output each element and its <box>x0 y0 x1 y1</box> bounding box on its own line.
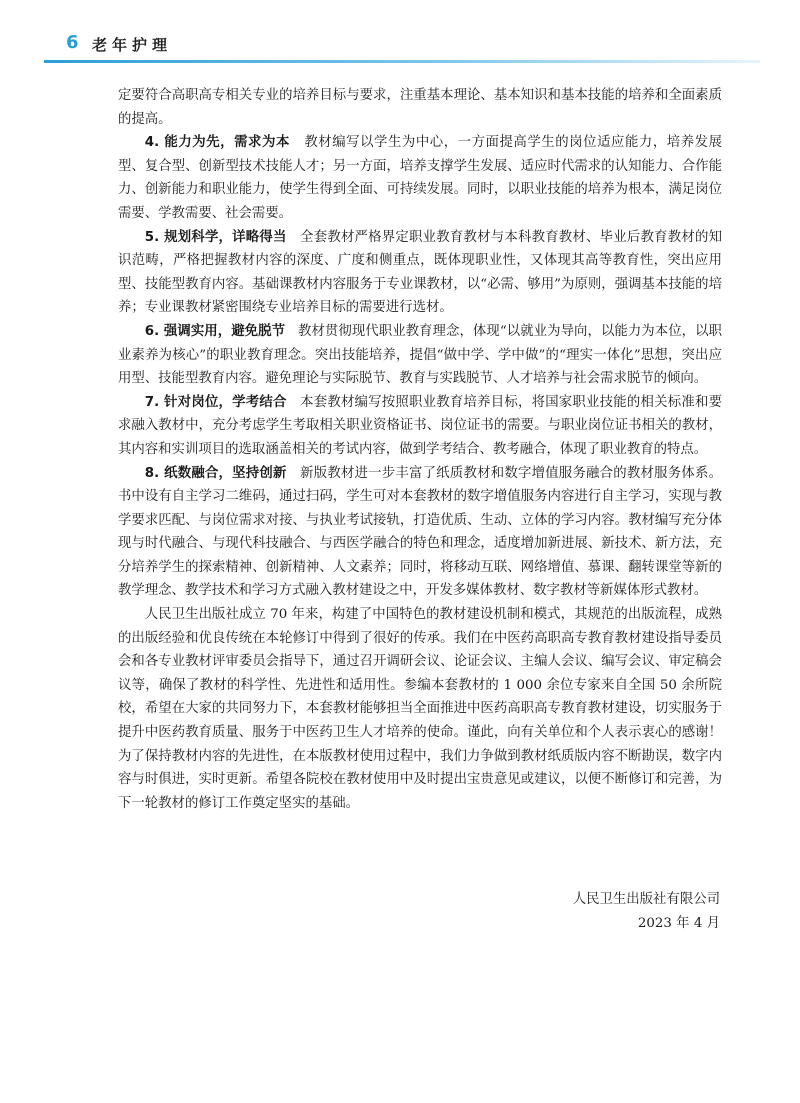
running-title: 老年护理 <box>92 36 173 54</box>
section-6-text: 教材贯彻现代职业教育理念，体现“以就业为导向，以能力为本位，以职业素养为核心”的职业教育理念。突出技能培养，提倡“做中学、学中做”的“理实一体化”思想，突出应用型、技能型教育内容。避免理论与实际脱节、教育与实践脱节、人才培养与社会需求脱节的倾向。 <box>118 323 722 387</box>
section-8-paragraph <box>118 462 722 604</box>
closing-paragraph: 人民卫生出版社成立 70 年来，构建了中国特色的教材建设机制和模式，其规范的出版流程，成熟的出版经验和优良传统在本轮修订中得到了很好的传承。我们在中医药高职高专教育教材建设指导委员会和各专业教材评审委员会指导下，通过召开调研会议、论证会议、主编人会议、编写会议、审定稿会议等，确保了教材的科学性、先进性和适用性。参编本套教材的 1 000 余位专家来自全国 50 余所院校，希望在大家的共同努力下，本套教材能够担当全面推进中医药高职高专教育教材建设，切实服务于提升中医药教育质量、服务于中医药卫生人才培养的使命。谨此，向有关单位和个人表示衷心的感谢！为了保持教材内容的先进性，在本版教材使用过程中，我们力争做到教材纸质版内容不断勘误，数字内容与时俱进，实时更新。希望各院校在教材使用中及时提出宝贵意见或建议，以便不断修订和完善，为下一轮教材的修订工作奠定坚实的基础。 <box>118 607 722 811</box>
section-7-paragraph <box>118 391 722 462</box>
section-7-text: 本套教材编写按照职业教育培养目标，将国家职业技能的相关标准和要求融入教材中，充分考虑学生考取相关职业资格证书、岗位证书的需要。与职业岗位证书相关的教材，其内容和实训项目的选取涵盖相关的考试内容，做到学考结合、教考融合，体现了职业教育的特点。 <box>118 394 722 457</box>
page-number: 6 <box>66 32 79 53</box>
section-6-lead: 6. 强调实用，避免脱节 <box>144 323 286 339</box>
section-5-paragraph <box>118 226 722 320</box>
intro-paragraph: 定要符合高职高专相关专业的培养目标与要求，注重基本理论、基本知识和基本技能的培养和全面素质的提高。 <box>118 88 722 127</box>
section-4-lead: 4. 能力为先，需求为本 <box>144 135 290 151</box>
section-5-text: 全套教材严格界定职业教育教材与本科教育教材、毕业后教育教材的知识范畴，严格把握教材内容的深度、广度和侧重点，既体现职业性，又体现其高等教育性，突出应用型、技能型教育内容。基础课教材内容服务于专业课教材，以“必需、够用”为原则，强调基本技能的培养；专业课教材紧密围绕专业培养目标的需要进行选材。 <box>118 229 722 316</box>
body-text <box>118 84 722 815</box>
page-header <box>44 32 760 62</box>
section-7-lead: 7. 针对岗位，学考结合 <box>144 394 287 410</box>
section-8-lead: 8. 纸数融合，坚持创新 <box>144 465 287 481</box>
section-5-lead: 5. 规划科学，详略得当 <box>144 229 287 245</box>
signature-date: 2023 年 4 月 <box>637 916 720 931</box>
section-8-text: 新版教材进一步丰富了纸质教材和数字增值服务融合的教材服务体系。书中设有自主学习二维码，通过扫码，学生可对本套教材的数字增值服务内容进行自主学习，实现与教学要求匹配、与岗位需求对接、与执业考试接轨，打造优质、生动、立体的学习内容。教材编写充分体现与时代融合、与现代科技融合、与西医学融合的特色和理念，适度增加新进展、新技术、新方法，充分培养学生的探索精神、创新精神、人文素养；同时，将移动互联、网络增值、慕课、翻转课堂等新的教学理念、教学技术和学习方式融入教材建设之中，开发多媒体教材、数字教材等新媒体形式教材。 <box>118 465 722 599</box>
section-6-paragraph <box>118 320 722 391</box>
publisher-signature: 人民卫生出版社有限公司 <box>572 892 720 907</box>
section-4-paragraph <box>118 131 722 225</box>
section-4-text: 教材编写以学生为中心，一方面提高学生的岗位适应能力，培养发展型、复合型、创新型技术技能人才；另一方面，培养支撑学生发展、适应时代需求的认知能力、合作能力、创新能力和职业能力，使学生得到全面、可持续发展。同时，以职业技能的培养为根本，满足岗位需要、学教需要、社会需要。 <box>118 135 722 221</box>
header-rule <box>44 60 760 63</box>
